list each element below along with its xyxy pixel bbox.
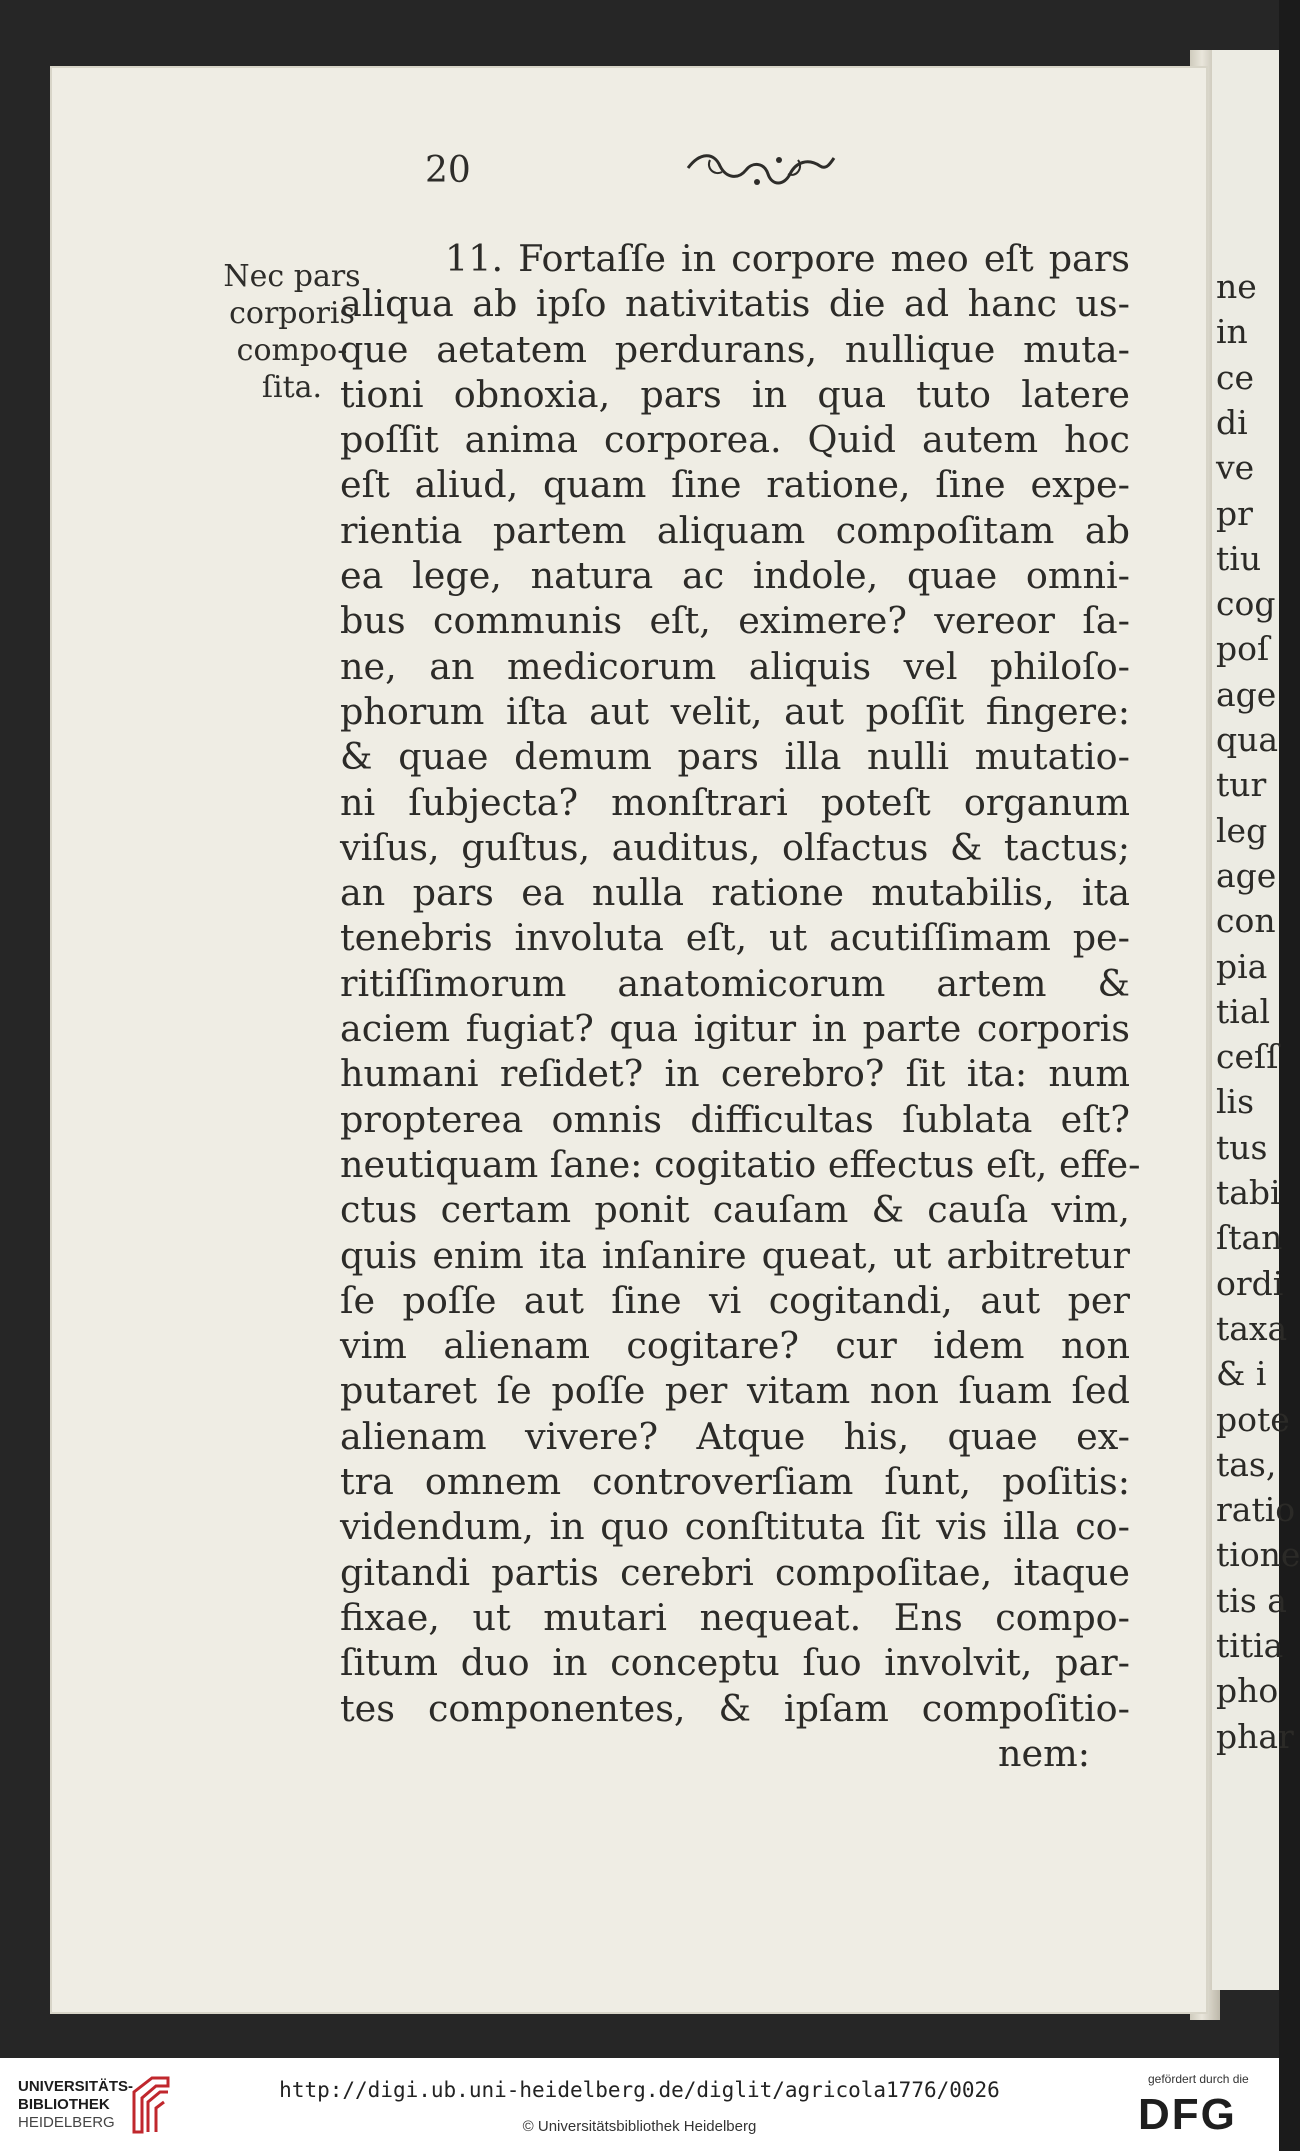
next-page-fragment: & i bbox=[1216, 1354, 1267, 1394]
ornament-icon bbox=[680, 146, 840, 196]
text-line: humani reſidet? in cerebro? ſit ita: num bbox=[340, 1052, 1130, 1096]
text-line: nem: bbox=[997, 1731, 1090, 1775]
page-number: 20 bbox=[425, 150, 471, 191]
text-line: tenebris involuta eſt, ut acutiſſimam pe- bbox=[340, 916, 1130, 960]
text-line: 11. Fortaſſe in corpore meo eſt pars bbox=[445, 237, 1130, 280]
next-page-fragment: age bbox=[1216, 674, 1277, 714]
next-page-strip bbox=[1212, 50, 1300, 1990]
text-line: ctus certam ponit cauſam & cauſa vim, bbox=[340, 1188, 1130, 1232]
text-line: viſus, guſtus, auditus, olfactus & tactus; bbox=[340, 825, 1130, 869]
next-page-fragment: taxa bbox=[1216, 1308, 1288, 1348]
next-page-fragment: ne bbox=[1216, 267, 1257, 306]
text-line: ne, an medicorum aliquis vel philoſo- bbox=[340, 644, 1130, 688]
text-line: vim alienam cogitare? cur idem non bbox=[340, 1324, 1130, 1368]
next-page-fragment: poſ bbox=[1216, 629, 1270, 669]
next-page-fragment: phar bbox=[1216, 1716, 1294, 1756]
text-line: videndum, in quo conſtituta ſit vis illa co- bbox=[340, 1505, 1130, 1549]
next-page-fragment: di bbox=[1216, 402, 1248, 442]
next-page-fragment: pr bbox=[1216, 493, 1253, 533]
next-page-fragment: tas, bbox=[1216, 1444, 1277, 1484]
next-page-fragment: ratio bbox=[1216, 1490, 1296, 1530]
next-page-fragment: ordi bbox=[1216, 1263, 1284, 1303]
next-page-fragment: ce bbox=[1216, 357, 1255, 397]
next-page-fragment: ve bbox=[1216, 448, 1255, 488]
library-name-line: HEIDELBERG bbox=[18, 2114, 115, 2131]
text-line: tioni obnoxia, pars in qua tuto latere bbox=[340, 372, 1130, 416]
text-line: que aetatem perdurans, nullique muta- bbox=[340, 327, 1130, 371]
next-page-fragment: qua bbox=[1216, 720, 1279, 759]
text-line: ea lege, natura ac indole, quae omni- bbox=[340, 554, 1130, 598]
next-page-fragment: lis bbox=[1216, 1082, 1255, 1122]
text-line: putaret ſe poſſe per vitam non ſuam ſed bbox=[340, 1369, 1130, 1413]
next-page-fragment: in bbox=[1216, 312, 1248, 352]
text-line: aciem fugiat? qua igitur in parte corporis bbox=[340, 1007, 1130, 1051]
next-page-fragment: ſtan bbox=[1216, 1218, 1283, 1258]
text-line: aliqua ab ipſo nativitatis die ad hanc us- bbox=[340, 282, 1130, 326]
library-name-line: UNIVERSITÄTS- bbox=[18, 2078, 134, 2095]
text-line: tes componentes, & ipſam compoſitio- bbox=[340, 1686, 1130, 1730]
margin-note-line: corporis bbox=[229, 296, 355, 331]
margin-note-line: ſita. bbox=[261, 370, 323, 405]
body-text bbox=[340, 236, 1141, 1776]
text-line: neutiquam ſane: cogitatio effectus eſt, effe- bbox=[340, 1142, 1141, 1186]
text-line: eſt aliud, quam ſine ratione, ſine expe- bbox=[340, 463, 1130, 507]
text-line: alienam vivere? Atque his, quae ex- bbox=[340, 1414, 1130, 1458]
text-line: fixae, ut mutari nequeat. Ens compo- bbox=[340, 1595, 1130, 1639]
library-name-line: BIBLIOTHEK bbox=[18, 2096, 110, 2113]
next-page-fragment: con bbox=[1216, 901, 1276, 941]
text-line: ſitum duo in conceptu ſuo involvit, par- bbox=[340, 1641, 1130, 1685]
footer-bar bbox=[0, 2058, 1279, 2151]
text-line: gitandi partis cerebri compoſitae, itaque bbox=[340, 1550, 1130, 1594]
text-line: quis enim ita inſanire queat, ut arbitretur bbox=[340, 1233, 1130, 1277]
next-page-fragment: age bbox=[1216, 855, 1277, 895]
text-line: tra omnem controverſiam ſunt, poſitis: bbox=[340, 1460, 1130, 1504]
text-line: phorum iſta aut velit, aut poſſit fingere: bbox=[340, 689, 1130, 733]
next-page-fragment: ceſſ bbox=[1216, 1037, 1279, 1077]
next-page-fragment: tur bbox=[1216, 765, 1267, 805]
text-line: an pars ea nulla ratione mutabilis, ita bbox=[340, 871, 1130, 915]
text-line: ritiſſimorum anatomicorum artem & bbox=[340, 961, 1130, 1005]
text-line: rientia partem aliquam compoſitam ab bbox=[340, 508, 1130, 552]
next-page-fragment: pia bbox=[1216, 946, 1268, 986]
text-line: ni ſubjecta? monſtrari poteſt organum bbox=[340, 780, 1130, 824]
next-page-fragment: tiu bbox=[1216, 538, 1262, 578]
funded-by-label: gefördert durch die bbox=[1148, 2072, 1249, 2086]
next-page-fragment: tione bbox=[1216, 1535, 1300, 1575]
dfg-logo: DFG bbox=[1138, 2090, 1237, 2139]
next-page-fragment: pho bbox=[1216, 1671, 1279, 1711]
margin-note-line: Nec pars bbox=[223, 259, 361, 294]
next-page-fragment: leg bbox=[1216, 810, 1268, 850]
next-page-fragment: cog bbox=[1216, 584, 1276, 624]
margin-note-line: compo- bbox=[236, 333, 348, 368]
next-page-fragment: pote bbox=[1216, 1399, 1290, 1439]
text-line: propterea omnis difficultas ſublata eſt? bbox=[340, 1097, 1130, 1141]
footer-url-link[interactable]: http://digi.ub.uni-heidelberg.de/diglit/agricola1776/0026 bbox=[279, 2078, 1000, 2102]
next-page-fragment: tus bbox=[1216, 1127, 1268, 1167]
text-line: ſe poſſe aut ſine vi cogitandi, aut per bbox=[340, 1278, 1130, 1322]
next-page-fragment: tis a bbox=[1216, 1580, 1287, 1620]
text-line: bus communis eſt, eximere? vereor ſa- bbox=[340, 599, 1130, 643]
footer-copyright: © Universitätsbibliothek Heidelberg bbox=[522, 2118, 757, 2135]
next-page-fragment: titia bbox=[1216, 1626, 1284, 1665]
next-page-fragment: tabi bbox=[1216, 1173, 1281, 1212]
text-line: poſſit anima corporea. Quid autem hoc bbox=[340, 418, 1130, 462]
next-page-fragment: tial bbox=[1216, 991, 1271, 1031]
text-line: & quae demum pars illa nulli mutatio- bbox=[340, 735, 1130, 779]
